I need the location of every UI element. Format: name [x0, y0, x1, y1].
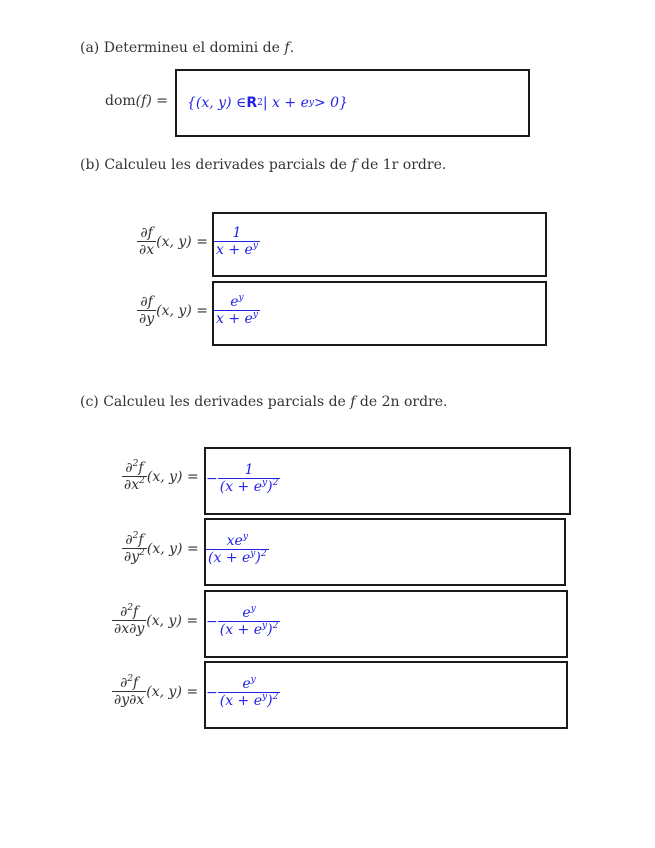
fx-ans-num: 1 [232, 225, 242, 241]
fyy-ans-den-exp2: 2 [260, 549, 267, 560]
fyy-num-d: ∂ [125, 532, 133, 548]
fxy-ans-den-a: (x + e [219, 622, 263, 639]
domain-answer-box[interactable] [175, 69, 530, 137]
fyx-sign: − [206, 684, 218, 701]
question-a [80, 40, 294, 56]
question-a-text: Determineu el domini de [103, 40, 280, 56]
fyy-den-base: ∂y [124, 549, 140, 566]
fxx-lhs [122, 460, 199, 493]
fxx-answer [206, 462, 280, 495]
domain-lhs [105, 93, 168, 109]
question-b-end: de 1r ordre. [361, 157, 447, 173]
question-c-var: f [350, 394, 356, 410]
fxx-ans-den-b: ) [267, 479, 273, 496]
fyy-lhs [122, 532, 199, 565]
fxy-den: ∂x∂y [114, 621, 145, 638]
fyx-num-exp: 2 [127, 674, 134, 684]
domain-cond-b: > 0} [313, 95, 348, 111]
fyx-num-d: ∂ [120, 675, 128, 691]
fy-args: (x, y) = [156, 302, 208, 319]
fyx-ans-den [218, 692, 281, 709]
fxx-num-d: ∂ [125, 460, 133, 476]
fxx-answer-frac [218, 462, 281, 495]
fxy-ans-den-exp1: y [262, 621, 268, 632]
fxy-answer-frac [218, 605, 281, 638]
fxx-ans-den-exp2: 2 [272, 478, 279, 489]
fyx-ans-den-b: ) [267, 693, 273, 710]
fyx-ans-num-base: e [242, 676, 251, 692]
fy-ans-den [214, 310, 260, 327]
fxy-num-d: ∂ [120, 604, 128, 620]
fxy-ans-den-exp2: 2 [272, 621, 279, 632]
fyy-ans-den-b: ) [255, 550, 261, 567]
fxx-den [122, 476, 147, 493]
fyy-num-exp: 2 [132, 531, 139, 541]
fyx-num [118, 675, 140, 691]
fxx-num-exp: 2 [132, 459, 139, 469]
fxy-ans-num-exp: y [250, 604, 256, 614]
fx-fraction [137, 225, 156, 258]
fyy-answer [206, 533, 269, 566]
fyy-answer-box[interactable] [204, 518, 566, 586]
fyx-ans-den-a: (x + e [219, 693, 263, 710]
fxy-num [118, 604, 140, 620]
fx-answer-frac [214, 225, 260, 258]
fxy-ans-den-b: ) [267, 622, 273, 639]
fyy-ans-den-a: (x + e [208, 550, 251, 567]
fyy-args: (x, y) = [146, 540, 199, 557]
fyy-den-exp: 2 [139, 548, 145, 559]
fyy-answer-frac [206, 533, 269, 566]
fxy-fraction [112, 604, 146, 637]
fxx-ans-num: 1 [244, 462, 254, 478]
fyy-ans-num [225, 533, 250, 549]
question-b [80, 157, 446, 173]
fxy-sign: − [206, 613, 218, 630]
fxy-lhs [112, 604, 198, 637]
fxx-answer-box[interactable] [204, 447, 571, 515]
fx-answer-box[interactable] [212, 212, 547, 277]
fyy-den [122, 548, 147, 565]
fyx-lhs [112, 675, 198, 708]
fy-lhs [137, 294, 208, 327]
domain-set-open: {(x, y) ∈ [187, 95, 247, 111]
fyx-fraction [112, 675, 146, 708]
fyx-den: ∂y∂x [114, 692, 145, 709]
fxy-num-exp: 2 [127, 603, 134, 613]
fxy-answer-box[interactable] [204, 590, 568, 658]
fyx-answer [206, 676, 280, 709]
fxy-args: (x, y) = [146, 612, 199, 629]
fyx-ans-den-exp2: 2 [272, 692, 279, 703]
domain-reals: R [246, 95, 258, 111]
question-c-label: (c) [80, 394, 99, 410]
fy-ans-num [228, 294, 245, 310]
fy-ans-den-base: x + e [216, 311, 253, 328]
domain-eq: = [156, 93, 168, 109]
fyy-fraction [122, 532, 147, 565]
fyy-ans-den [206, 549, 269, 566]
fyx-num-f: f [133, 675, 139, 691]
fx-ans-den-exp: y [252, 241, 258, 252]
question-a-end: . [289, 40, 295, 56]
fyx-ans-num [240, 676, 257, 692]
fyx-ans-num-exp: y [250, 675, 256, 685]
fy-answer-box[interactable] [212, 281, 547, 346]
question-b-text: Calculeu les derivades parcials de [104, 157, 347, 173]
fy-ans-num-base: e [230, 294, 239, 310]
fxx-ans-den [218, 478, 281, 495]
question-b-label: (b) [80, 157, 100, 173]
question-c-end: de 2n ordre. [359, 394, 448, 410]
domain-cond-a: | x + e [262, 95, 309, 111]
fx-ans-den-base: x + e [216, 242, 253, 259]
fx-den: ∂x [139, 242, 155, 259]
fx-num: ∂f [140, 225, 153, 241]
fxx-ans-den-exp1: y [262, 478, 268, 489]
fxy-ans-num-base: e [242, 605, 251, 621]
fxx-args: (x, y) = [146, 468, 199, 485]
question-a-label: (a) [80, 40, 100, 56]
fy-ans-den-exp: y [252, 310, 258, 321]
fyy-ans-num-base: xe [226, 533, 243, 549]
fyx-ans-den-exp1: y [262, 692, 268, 703]
fxy-answer [206, 605, 280, 638]
fx-ans-den [214, 241, 260, 258]
fyy-ans-den-exp1: y [250, 549, 256, 560]
domain-op: dom [105, 93, 136, 109]
fx-args: (x, y) = [156, 233, 208, 250]
fxx-den-exp: 2 [139, 476, 145, 487]
question-c-text: Calculeu les derivades parcials de [103, 394, 346, 410]
question-b-var: f [351, 157, 357, 173]
fy-answer [214, 294, 260, 327]
fyy-num-f: f [138, 532, 144, 548]
fxy-ans-num [240, 605, 257, 621]
question-c [80, 394, 448, 410]
fx-answer [214, 225, 260, 258]
fxx-ans-den-a: (x + e [219, 479, 263, 496]
fy-answer-frac [214, 294, 260, 327]
fxx-den-base: ∂x [124, 477, 140, 494]
fx-lhs [137, 225, 208, 258]
fxx-sign: − [206, 470, 218, 487]
fy-ans-num-exp: y [238, 293, 244, 303]
fy-den: ∂y [139, 311, 155, 328]
fxx-fraction [122, 460, 147, 493]
question-a-var: f [284, 40, 290, 56]
fy-num: ∂f [140, 294, 153, 310]
fyy-ans-num-exp: y [242, 532, 248, 542]
domain-arg: (f) [135, 93, 152, 109]
fyx-answer-frac [218, 676, 281, 709]
fxx-num-f: f [138, 460, 144, 476]
fy-fraction [137, 294, 156, 327]
fyy-num [123, 532, 145, 548]
fxy-num-f: f [133, 604, 139, 620]
fyx-args: (x, y) = [146, 683, 199, 700]
fxx-num [123, 460, 145, 476]
fyx-answer-box[interactable] [204, 661, 568, 729]
fxy-ans-den [218, 621, 281, 638]
domain-answer: {(x, y) ∈ R 2 | x + e y > 0} [187, 95, 348, 111]
